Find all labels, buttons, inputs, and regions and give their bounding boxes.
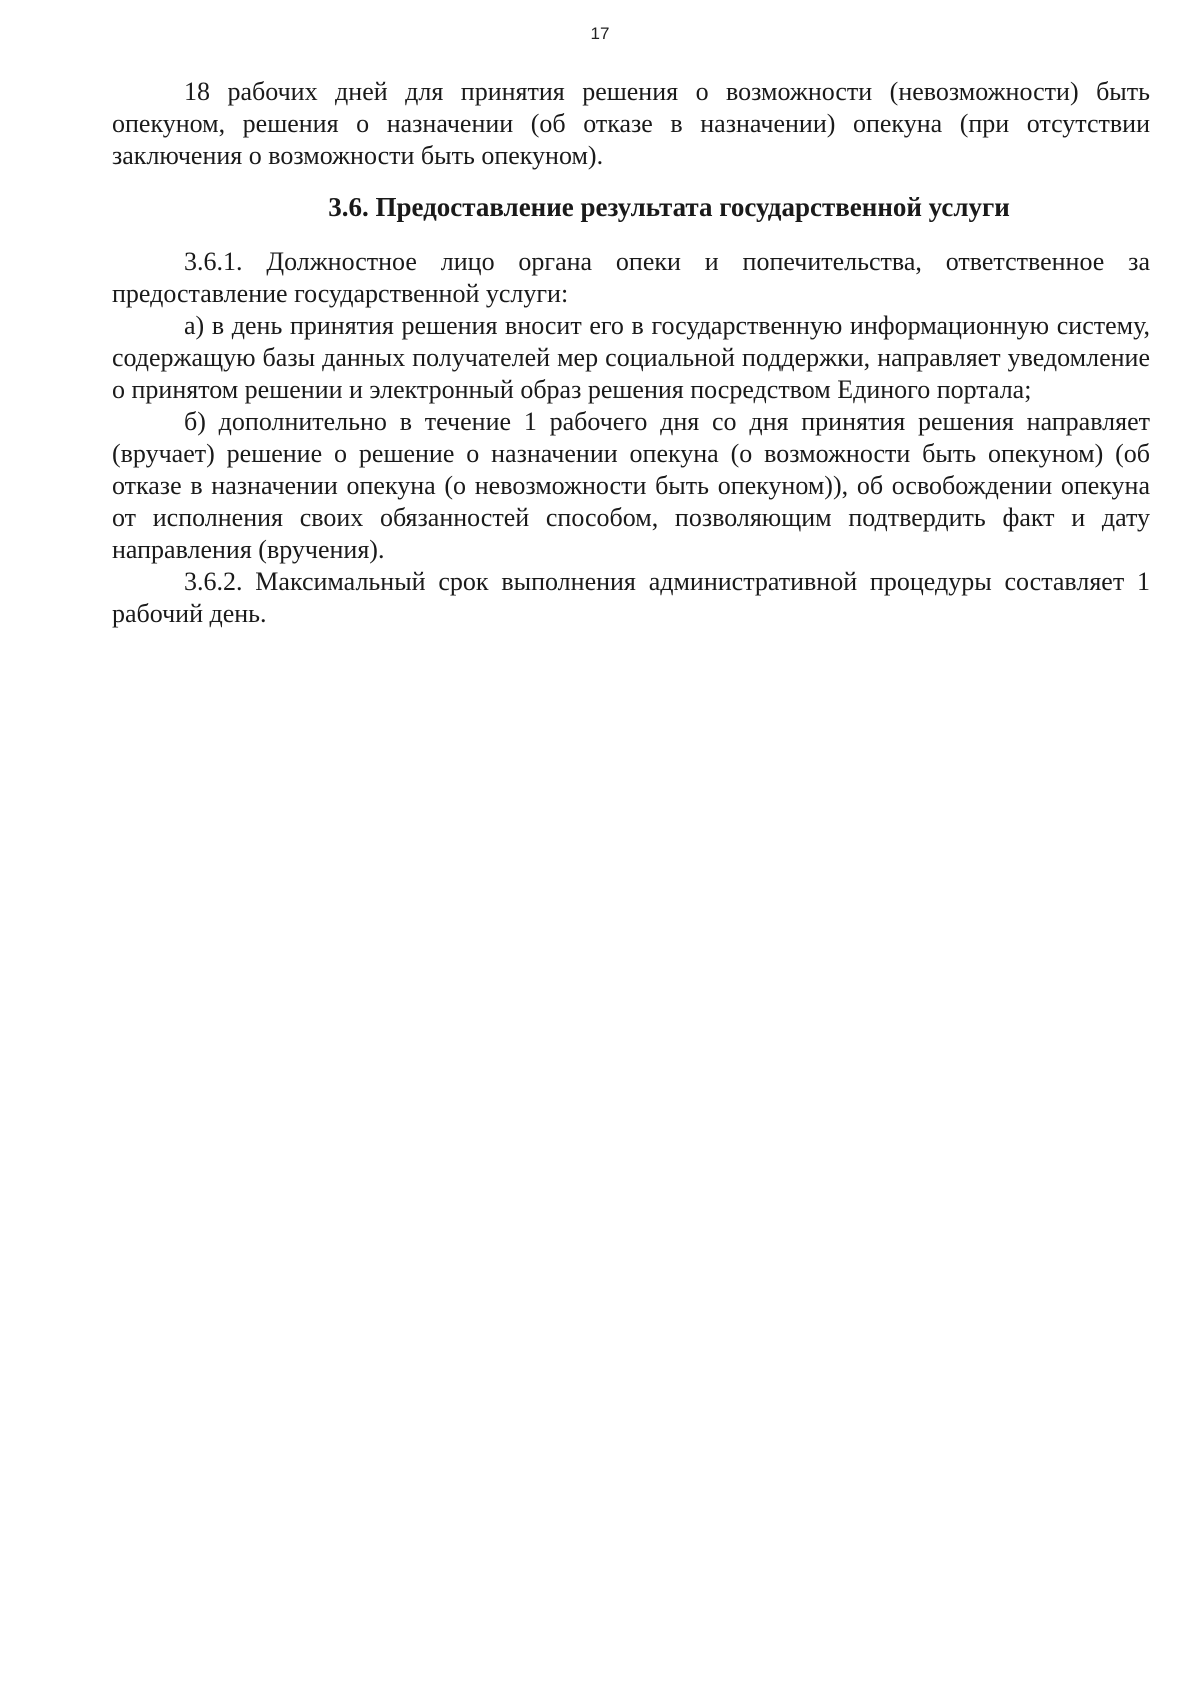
paragraph-3-6-2: 3.6.2. Максимальный срок выполнения административной процедуры составляет 1 рабочий день. [112, 567, 1150, 628]
document-body [112, 76, 1150, 630]
page-number: 17 [590, 24, 610, 43]
paragraph-decision-deadline: 18 рабочих дней для принятия решения о возможности (невозможности) быть опекуном, решения о назначении (об отказе в назначении) опекуна (при отсутствии заключения о возможности быть опекуном). [112, 77, 1150, 170]
paragraph-3-6-1: 3.6.1. Должностное лицо органа опеки и попечительства, ответственное за предоставление государственной услуги: [112, 247, 1150, 308]
paragraph-item-a: а) в день принятия решения вносит его в государственную информационную систему, содержащую базы данных получателей мер социальной поддержки, направляет уведомление о принятом решении и электронный образ решения посредством Единого портала; [112, 311, 1150, 404]
section-heading: 3.6. Предоставление результата государственной услуги [328, 192, 1010, 222]
paragraph-item-b: б) дополнительно в течение 1 рабочего дня со дня принятия решения направляет (вручает) решение о решение о назначении опекуна (о возможности быть опекуном) (об отказе в назначении опекуна (о невозможности быть опекуном)), об освобождении опекуна от исполнения своих обязанностей способом, позволяющим подтвердить факт и дату направления (вручения). [112, 407, 1150, 564]
